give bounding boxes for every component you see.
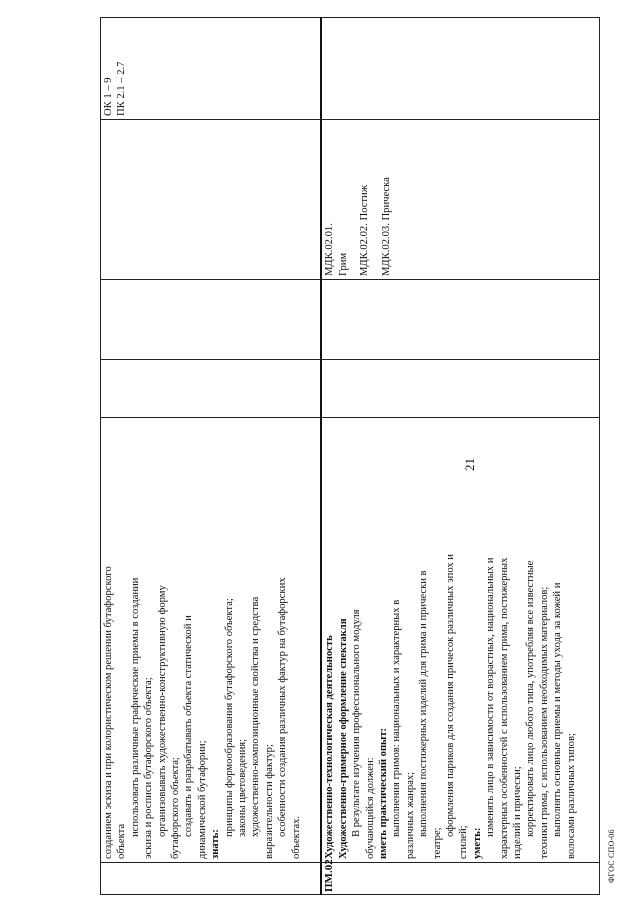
text-line: волосами различных типов;: [565, 733, 577, 859]
module-description-cell: [101, 418, 322, 863]
text-line: характерных особенностей с использованием грима, постижерных: [498, 557, 510, 859]
text-line: художественно-композиционные свойства и средства: [250, 596, 262, 837]
text-line: организовывать художественно-конструктивную форму: [156, 585, 168, 837]
text-line: различных жанрах;: [404, 771, 416, 859]
mdk-item: МДК.02.01.: [324, 223, 336, 276]
text-line: уметь:: [471, 827, 483, 859]
standards-table: [100, 17, 600, 895]
mdk-list: [323, 123, 393, 276]
text-line: объекта: [116, 823, 128, 859]
text-line: корректировать лицо любого типа, употребляя все известные: [525, 560, 537, 837]
text-line: изменять лицо в зависимости от возрастных, национальных и: [485, 557, 497, 837]
mdk-item: Грим: [337, 252, 349, 276]
text-line: театре;: [431, 827, 443, 859]
competencies-cell: [321, 18, 599, 120]
competencies-cell: [101, 18, 322, 120]
text-line: Художественно-гримерное оформление спектакля: [337, 618, 349, 859]
mdk-item: МДК.02.02. Постиж: [359, 184, 371, 276]
text-line: оформления париков для создания причесок различных эпох и: [444, 554, 456, 837]
text-line: выразительности фактур;: [263, 744, 275, 859]
competency-item: ОК 1 – 9: [103, 77, 114, 116]
text-line: Художественно-технологическая деятельность: [324, 635, 336, 859]
text-line: динамической бутафории;: [196, 740, 208, 859]
text-line: использовать различные графические приемы в создании: [129, 577, 141, 837]
text-line: созданием эскиза и при колористическом решении бутафорского: [103, 566, 114, 859]
module-description-lines: [102, 421, 303, 859]
table-row: [101, 18, 322, 895]
text-line: создавать и разрабатывать объекта статической и: [183, 615, 195, 837]
page-number: 21: [462, 458, 477, 471]
module-description-cell: [321, 418, 599, 863]
text-line: эскиза и росписи бутафорского объекта;: [143, 677, 155, 859]
module-code-cell: ПМ.02: [321, 863, 599, 895]
text-line: принципы формообразования бутафорского объекта;: [223, 598, 235, 837]
text-line: знать:: [210, 829, 222, 859]
text-line: техники грима, с использованием необходимых материалов;: [538, 586, 550, 859]
text-line: объектах.: [290, 815, 302, 859]
hours-cell: [321, 280, 599, 360]
text-line: бутафорского объекта;: [170, 757, 182, 859]
text-line: В результате изучения профессионального модуля: [351, 609, 363, 837]
mdk-cell: [101, 120, 322, 280]
text-line: обучающийся должен:: [364, 757, 376, 859]
mdk-item: МДК.02.03. Прическа: [380, 177, 392, 276]
text-line: иметь практический опыт:: [377, 727, 389, 859]
text-line: выполнения постижерных изделий для грима и прически в: [418, 570, 430, 837]
competency-list: [102, 21, 129, 116]
text-line: особенности создания различных фактур на бутафорских: [277, 577, 289, 837]
mdk-cell: [321, 120, 599, 280]
text-line: выполнять основные приемы и методы ухода за кожей и: [552, 582, 564, 837]
table-row: [321, 18, 599, 895]
text-line: законы цветоведения;: [237, 738, 249, 837]
footer-label: ФГОС СПО-06: [607, 829, 616, 883]
competency-item: ПК 2.1 – 2.7: [116, 61, 128, 116]
text-line: изделий и прически;: [512, 766, 524, 859]
module-description-lines: [323, 421, 578, 859]
module-code-cell: [101, 863, 322, 895]
hours-cell: [101, 360, 322, 418]
text-line: выполнения гримов: национальных и характерных в: [391, 599, 403, 837]
hours-cell: [321, 360, 599, 418]
text-line: стилей;: [458, 825, 470, 859]
hours-cell: [101, 280, 322, 360]
